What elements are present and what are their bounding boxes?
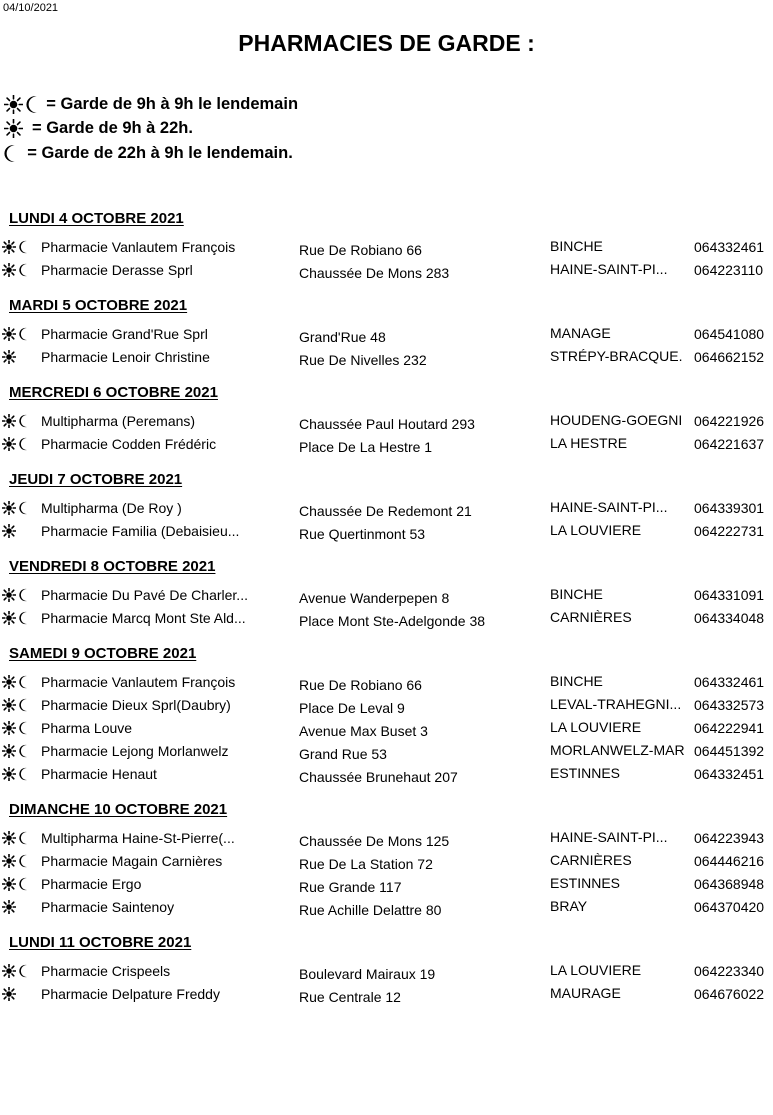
pharmacy-name: Multipharma (Peremans) <box>41 413 196 429</box>
pharmacy-city: CARNIÈRES <box>550 609 632 625</box>
pharmacy-phone: 064332573 <box>694 697 765 713</box>
sun-icon <box>2 588 16 602</box>
moon-icon <box>19 414 30 428</box>
shift-icons <box>2 964 30 978</box>
pharmacy-name: Pharmacie Familia (Debaisieu... <box>41 523 240 539</box>
pharmacy-phone: 064332461 <box>694 674 765 690</box>
day-header: SAMEDI 9 OCTOBRE 2021 <box>9 645 197 662</box>
sun-icon <box>2 263 16 277</box>
pharmacy-city: LA LOUVIERE <box>550 719 642 735</box>
sun-icon <box>2 900 16 914</box>
sun-icon <box>2 414 16 428</box>
pharmacy-row <box>0 434 773 456</box>
pharmacy-city: MORLANWELZ-MAR <box>550 742 685 758</box>
legend-row <box>4 92 298 117</box>
shift-icons <box>2 350 16 364</box>
pharmacy-street: Rue De Nivelles 232 <box>299 352 427 368</box>
shift-icons <box>2 831 30 845</box>
shift-icons <box>2 611 30 625</box>
pharmacy-street: Rue De Robiano 66 <box>299 677 422 693</box>
page-title: PHARMACIES DE GARDE : <box>238 30 535 56</box>
pharmacy-name: Pharmacie Lejong Morlanwelz <box>41 743 229 759</box>
moon-icon <box>19 721 30 735</box>
day-header: VENDREDI 8 OCTOBRE 2021 <box>9 558 216 575</box>
shift-icons <box>2 698 30 712</box>
shift-icons <box>2 767 30 781</box>
pharmacy-city: LA HESTRE <box>550 435 628 451</box>
shift-icons <box>2 524 16 538</box>
sun-icon <box>2 721 16 735</box>
pharmacy-row <box>0 260 773 282</box>
sun-icon <box>2 611 16 625</box>
day-header: LUNDI 4 OCTOBRE 2021 <box>9 210 184 227</box>
pharmacy-name: Multipharma Haine-St-Pierre(... <box>41 830 235 846</box>
day-header: DIMANCHE 10 OCTOBRE 2021 <box>9 801 228 818</box>
pharmacy-street: Rue Achille Delattre 80 <box>299 902 442 918</box>
pharmacy-phone: 064339301 <box>694 500 765 516</box>
sun-icon <box>2 831 16 845</box>
pharmacy-street: Boulevard Mairaux 19 <box>299 966 436 982</box>
pharmacy-city: ESTINNES <box>550 875 621 891</box>
pharmacy-row <box>0 718 773 740</box>
legend-text: = Garde de 9h à 9h le lendemain <box>46 94 299 113</box>
pharmacy-phone: 064222941 <box>694 720 765 736</box>
pharmacy-city: LA LOUVIERE <box>550 522 642 538</box>
pharmacy-phone: 064222731 <box>694 523 765 539</box>
pharmacy-phone: 064221926 <box>694 413 765 429</box>
pharmacy-row <box>0 411 773 433</box>
sun-icon <box>4 119 23 138</box>
shift-icons <box>2 327 30 341</box>
day-header: LUNDI 11 OCTOBRE 2021 <box>9 934 192 951</box>
pharmacy-name: Pharmacie Dieux Sprl(Daubry) <box>41 697 231 713</box>
moon-icon <box>19 240 30 254</box>
pharmacy-row <box>0 347 773 369</box>
pharmacy-phone: 064334048 <box>694 610 765 626</box>
legend-icons <box>4 144 18 163</box>
pharmacy-city: HAINE-SAINT-PI... <box>550 829 668 845</box>
shift-icons <box>2 588 30 602</box>
moon-icon <box>19 437 30 451</box>
pharmacy-city: BINCHE <box>550 673 603 689</box>
shift-icons <box>2 263 30 277</box>
pharmacy-city: HOUDENG-GOEGNI <box>550 412 683 428</box>
pharmacy-row <box>0 851 773 873</box>
pharmacy-street: Rue De Robiano 66 <box>299 242 422 258</box>
pharmacy-name: Pharmacie Crispeels <box>41 963 171 979</box>
sun-icon <box>2 964 16 978</box>
pharmacy-phone: 064676022 <box>694 986 765 1002</box>
pharmacy-phone: 064662152 <box>694 349 765 365</box>
pharmacy-row <box>0 324 773 346</box>
moon-icon <box>4 144 18 163</box>
shift-icons <box>2 414 30 428</box>
day-header: MARDI 5 OCTOBRE 2021 <box>9 297 188 314</box>
legend-row <box>4 141 298 166</box>
pharmacy-street: Place De Leval 9 <box>299 700 405 716</box>
pharmacy-city: CARNIÈRES <box>550 852 632 868</box>
pharmacy-row <box>0 764 773 786</box>
pharmacy-name: Pharmacie Du Pavé De Charler... <box>41 587 248 603</box>
pharmacy-phone: 064221637 <box>694 436 765 452</box>
pharmacy-row <box>0 984 773 1006</box>
pharmacy-street: Place Mont Ste-Adelgonde 38 <box>299 613 486 629</box>
legend-icons <box>4 119 23 138</box>
pharmacy-name: Pharmacie Lenoir Christine <box>41 349 210 365</box>
shift-icons <box>2 240 30 254</box>
pharmacy-city: BINCHE <box>550 586 603 602</box>
pharmacy-street: Chaussée De Redemont 21 <box>299 503 472 519</box>
pharmacy-name: Multipharma (De Roy ) <box>41 500 182 516</box>
date-stamp: 04/10/2021 <box>3 2 59 14</box>
pharmacy-street: Grand'Rue 48 <box>299 329 386 345</box>
pharmacy-phone: 064451392 <box>694 743 765 759</box>
pharmacy-name: Pharmacie Derasse Sprl <box>41 262 193 278</box>
pharmacy-row <box>0 498 773 520</box>
sun-icon <box>2 240 16 254</box>
moon-icon <box>19 744 30 758</box>
pharmacy-phone: 064368948 <box>694 876 765 892</box>
sun-icon <box>2 767 16 781</box>
pharmacy-city: HAINE-SAINT-PI... <box>550 499 668 515</box>
legend-text: = Garde de 22h à 9h le lendemain. <box>27 143 293 162</box>
moon-icon <box>19 831 30 845</box>
pharmacy-street: Chaussée De Mons 125 <box>299 833 450 849</box>
pharmacy-row <box>0 672 773 694</box>
shift-icons <box>2 987 16 1001</box>
legend-icons <box>4 95 40 114</box>
moon-icon <box>19 588 30 602</box>
moon-icon <box>19 877 30 891</box>
pharmacy-city: ESTINNES <box>550 765 621 781</box>
pharmacy-city: LA LOUVIERE <box>550 962 642 978</box>
pharmacy-phone: 064223110 <box>694 262 764 278</box>
moon-icon <box>19 767 30 781</box>
moon-icon <box>26 95 40 114</box>
pharmacy-street: Rue Quertinmont 53 <box>299 526 426 542</box>
pharmacy-street: Place De La Hestre 1 <box>299 439 433 455</box>
day-header: JEUDI 7 OCTOBRE 2021 <box>9 471 183 488</box>
pharmacy-row <box>0 874 773 896</box>
pharmacy-name: Pharmacie Marcq Mont Ste Ald... <box>41 610 246 626</box>
moon-icon <box>19 964 30 978</box>
pharmacy-row <box>0 828 773 850</box>
pharmacy-city: BINCHE <box>550 238 603 254</box>
pharmacy-street: Rue Centrale 12 <box>299 989 401 1005</box>
pharmacy-name: Pharma Louve <box>41 720 133 736</box>
sun-icon <box>2 877 16 891</box>
pharmacy-phone: 064370420 <box>694 899 765 915</box>
pharmacy-name: Pharmacie Vanlautem François <box>41 674 236 690</box>
pharmacy-street: Grand Rue 53 <box>299 746 387 762</box>
shift-icons <box>2 437 30 451</box>
pharmacy-name: Pharmacie Saintenoy <box>41 899 175 915</box>
moon-icon <box>19 675 30 689</box>
sun-icon <box>2 350 16 364</box>
pharmacy-street: Chaussée Brunehaut 207 <box>299 769 458 785</box>
pharmacy-name: Pharmacie Delpature Freddy <box>41 986 220 1002</box>
pharmacy-street: Rue De La Station 72 <box>299 856 433 872</box>
legend <box>4 92 298 166</box>
pharmacy-name: Pharmacie Magain Carnières <box>41 853 223 869</box>
pharmacy-row <box>0 237 773 259</box>
pharmacy-street: Rue Grande 117 <box>299 879 402 895</box>
pharmacy-row <box>0 961 773 983</box>
moon-icon <box>19 698 30 712</box>
pharmacy-city: STRÉPY-BRACQUE. <box>550 348 683 364</box>
pharmacy-name: Pharmacie Codden Frédéric <box>41 436 217 452</box>
moon-icon <box>19 327 30 341</box>
pharmacy-city: LEVAL-TRAHEGNI... <box>550 696 682 712</box>
shift-icons <box>2 900 16 914</box>
sun-icon <box>2 744 16 758</box>
shift-icons <box>2 854 30 868</box>
pharmacy-city: MANAGE <box>550 325 611 341</box>
sun-icon <box>2 987 16 1001</box>
moon-icon <box>19 611 30 625</box>
sun-icon <box>2 327 16 341</box>
shift-icons <box>2 721 30 735</box>
moon-icon <box>19 854 30 868</box>
pharmacy-phone: 064541080 <box>694 326 765 342</box>
pharmacy-phone: 064332451 <box>694 766 765 782</box>
sun-icon <box>2 675 16 689</box>
pharmacy-phone: 064446216 <box>694 853 765 869</box>
pharmacy-row <box>0 897 773 919</box>
moon-icon <box>19 263 30 277</box>
sun-icon <box>2 437 16 451</box>
pharmacy-street: Chaussée Paul Houtard 293 <box>299 416 475 432</box>
day-header: MERCREDI 6 OCTOBRE 2021 <box>9 384 218 401</box>
legend-row <box>4 117 298 142</box>
pharmacy-street: Chaussée De Mons 283 <box>299 265 450 281</box>
pharmacy-row <box>0 608 773 630</box>
sun-icon <box>2 698 16 712</box>
pharmacy-name: Pharmacie Henaut <box>41 766 157 782</box>
pharmacy-name: Pharmacie Ergo <box>41 876 142 892</box>
pharmacy-phone: 064223943 <box>694 830 765 846</box>
pharmacy-phone: 064332461 <box>694 239 765 255</box>
pharmacy-row <box>0 585 773 607</box>
shift-icons <box>2 877 30 891</box>
pharmacy-city: MAURAGE <box>550 985 621 1001</box>
pharmacy-phone: 064223340 <box>694 963 765 979</box>
moon-icon <box>19 501 30 515</box>
shift-icons <box>2 501 30 515</box>
pharmacy-phone: 064331091 <box>694 587 765 603</box>
pharmacy-city: HAINE-SAINT-PI... <box>550 261 668 277</box>
legend-text: = Garde de 9h à 22h. <box>32 119 193 138</box>
shift-icons <box>2 675 30 689</box>
pharmacy-name: Pharmacie Grand'Rue Sprl <box>41 326 208 342</box>
pharmacy-row <box>0 521 773 543</box>
pharmacy-name: Pharmacie Vanlautem François <box>41 239 236 255</box>
pharmacy-city: BRAY <box>550 898 588 914</box>
shift-icons <box>2 744 30 758</box>
pharmacy-row <box>0 741 773 763</box>
pharmacy-street: Avenue Wanderpepen 8 <box>299 590 450 606</box>
sun-icon <box>2 501 16 515</box>
sun-icon <box>4 95 23 114</box>
pharmacy-street: Avenue Max Buset 3 <box>299 723 428 739</box>
sun-icon <box>2 854 16 868</box>
pharmacy-row <box>0 695 773 717</box>
sun-icon <box>2 524 16 538</box>
